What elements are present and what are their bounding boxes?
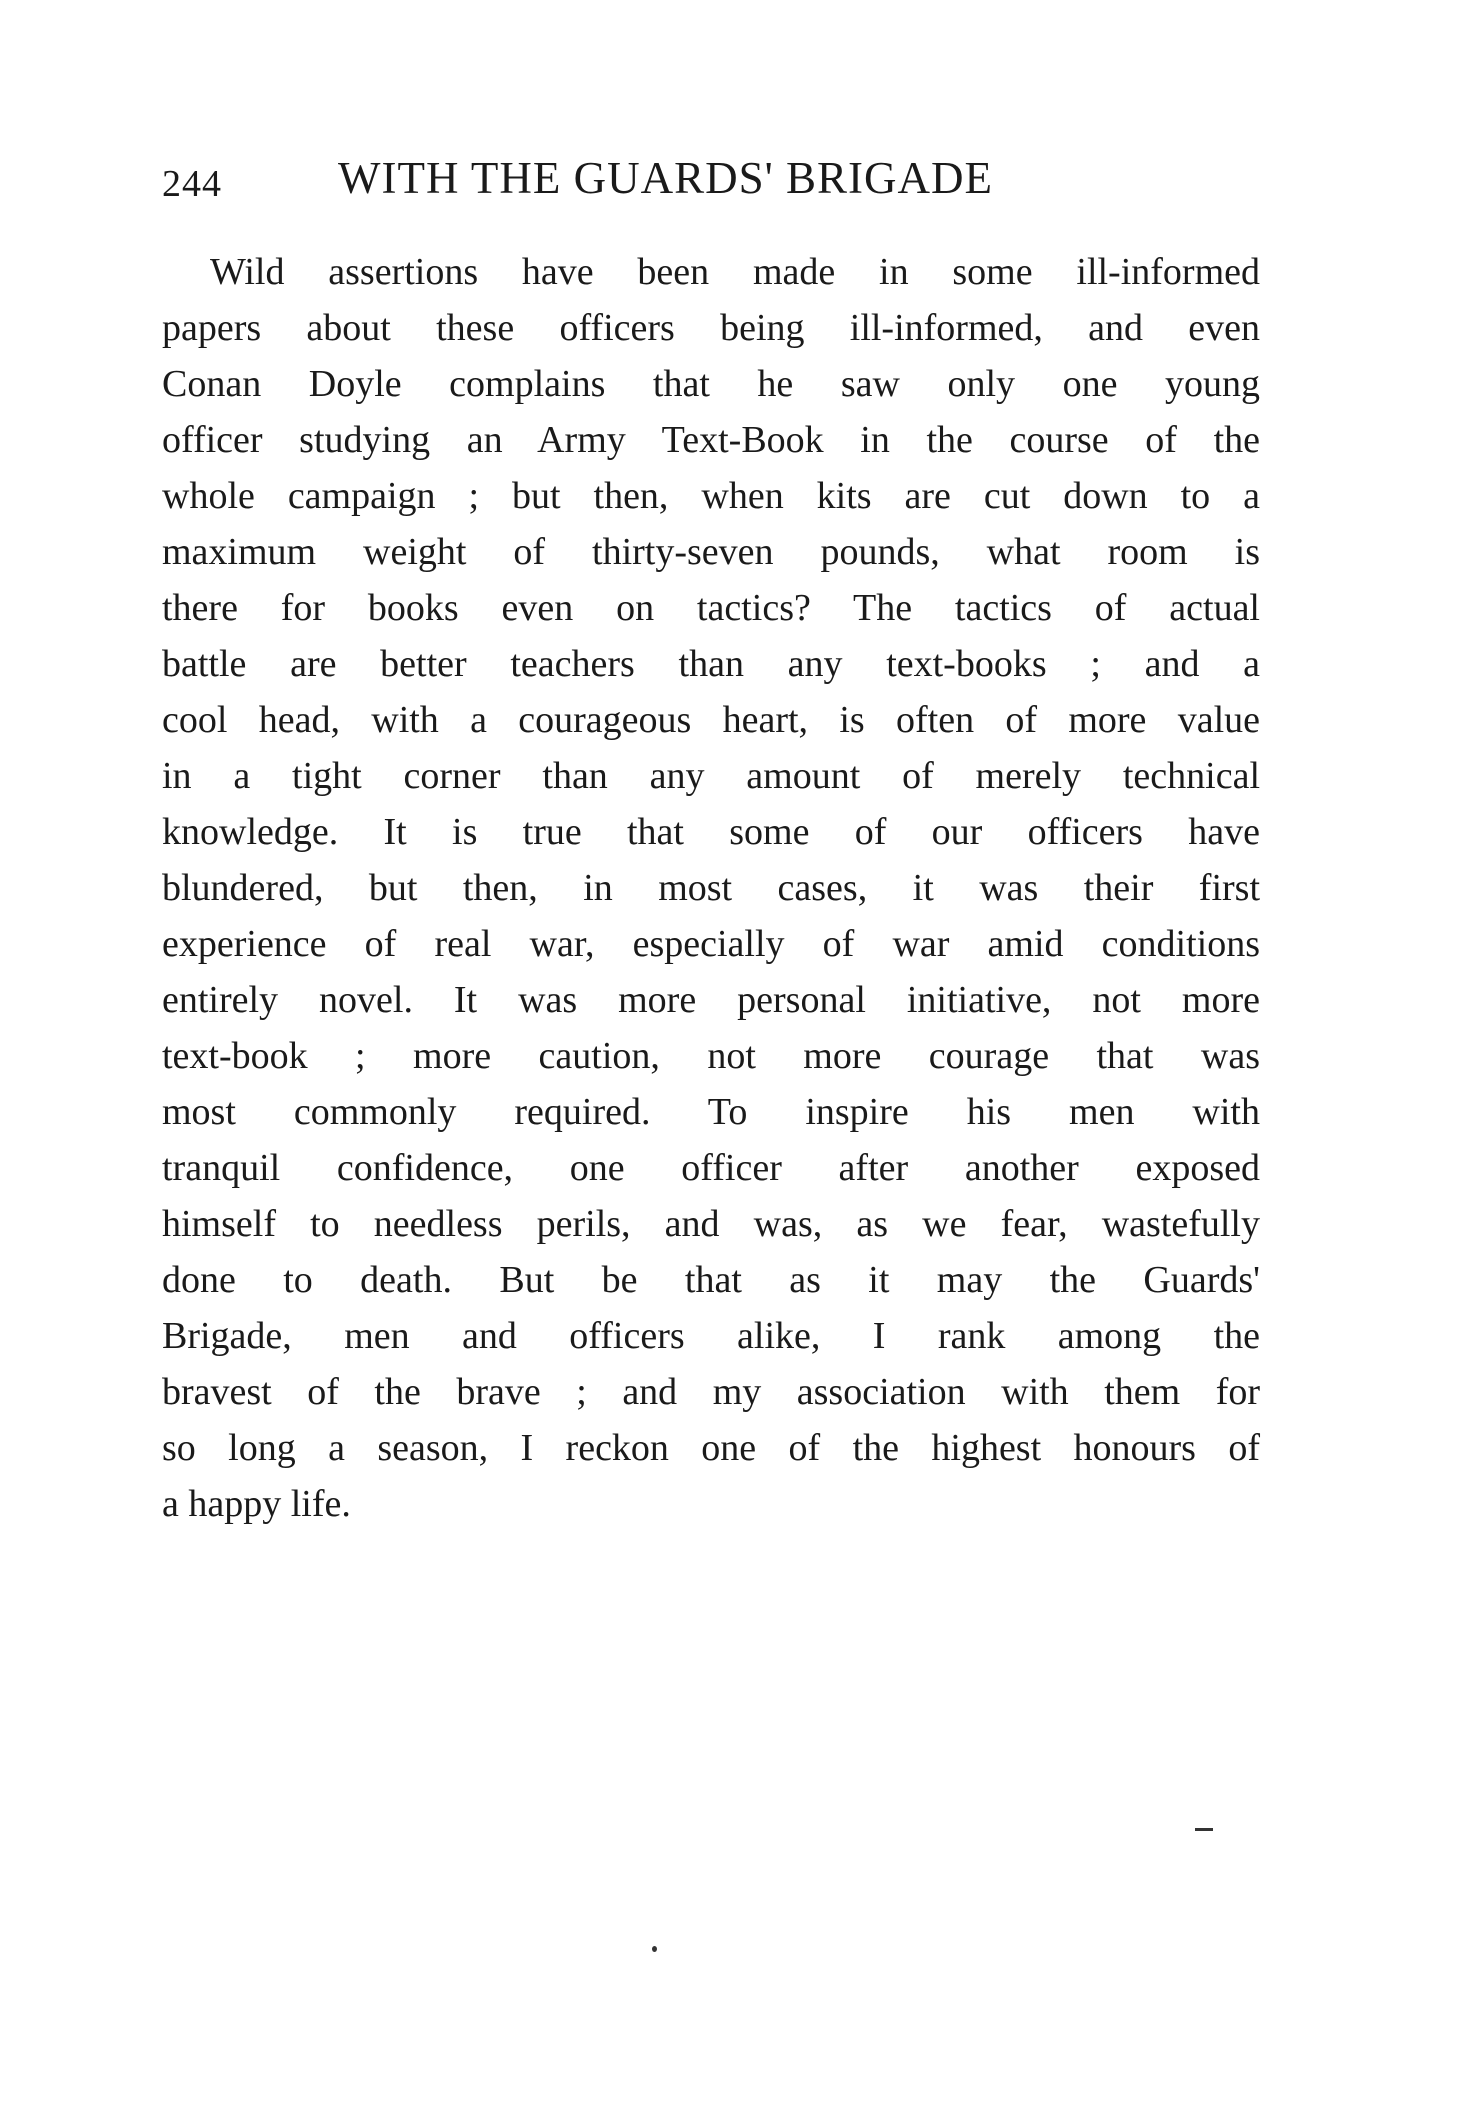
text-line: blundered, but then, in most cases, it was their first (162, 867, 1260, 909)
text-line: Conan Doyle complains that he saw only one young (162, 363, 1260, 405)
ink-speck (652, 1946, 657, 1952)
text-line: experience of real war, especially of war amid conditions (162, 923, 1260, 965)
body-paragraph (162, 244, 1260, 1532)
text-line: himself to needless perils, and was, as we fear, wastefully (162, 1203, 1260, 1245)
running-title: WITH THE GUARDS' BRIGADE (338, 153, 993, 203)
text-line: in a tight corner than any amount of merely technical (162, 755, 1260, 797)
text-line: Wild assertions have been made in some ill-informed (210, 251, 1260, 293)
text-line: text-book ; more caution, not more courage that was (162, 1035, 1260, 1077)
text-line: entirely novel. It was more personal initiative, not more (162, 979, 1260, 1021)
text-line: knowledge. It is true that some of our officers have (162, 811, 1260, 853)
text-line: so long a season, I reckon one of the highest honours of (162, 1427, 1260, 1469)
text-line: whole campaign ; but then, when kits are cut down to a (162, 475, 1260, 517)
ink-speck (1195, 1828, 1213, 1831)
text-line: tranquil confidence, one officer after another exposed (162, 1147, 1260, 1189)
text-line: a happy life. (162, 1483, 351, 1525)
text-line: bravest of the brave ; and my association with them for (162, 1371, 1260, 1413)
text-line: officer studying an Army Text-Book in the course of the (162, 419, 1260, 461)
text-line: done to death. But be that as it may the Guards' (162, 1259, 1260, 1301)
text-line: most commonly required. To inspire his men with (162, 1091, 1260, 1133)
text-line: papers about these officers being ill-informed, and even (162, 307, 1260, 349)
text-line: there for books even on tactics? The tactics of actual (162, 587, 1260, 629)
text-line: cool head, with a courageous heart, is often of more value (162, 699, 1260, 741)
text-line: Brigade, men and officers alike, I rank among the (162, 1315, 1260, 1357)
text-line: maximum weight of thirty-seven pounds, what room is (162, 531, 1260, 573)
running-head (162, 152, 1272, 212)
page-number: 244 (162, 163, 222, 205)
text-line: battle are better teachers than any text-books ; and a (162, 643, 1260, 685)
